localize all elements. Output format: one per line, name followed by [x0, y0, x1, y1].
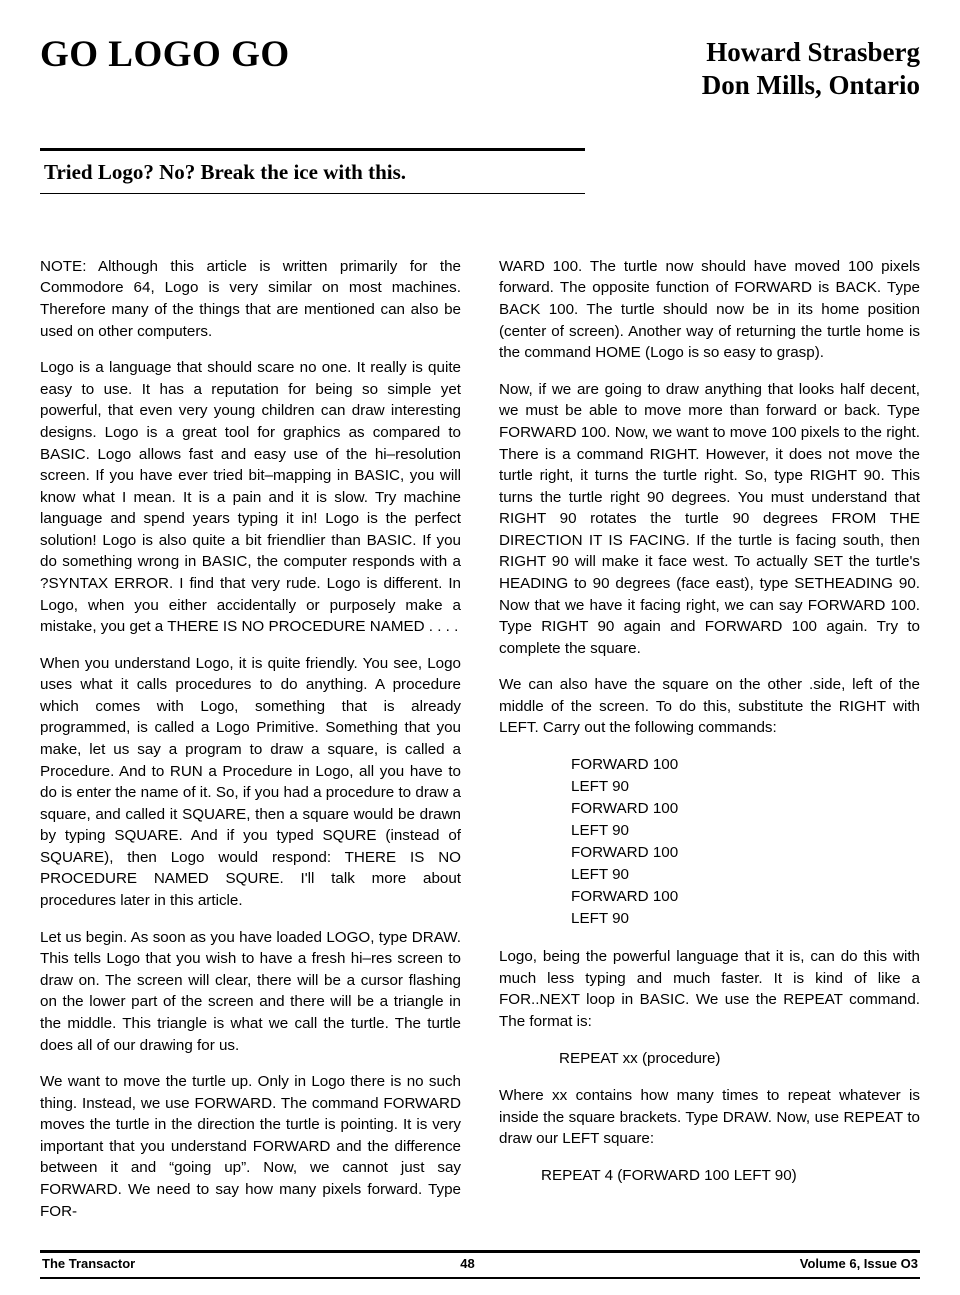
article-subtitle: Tried Logo? No? Break the ice with this. [44, 159, 407, 184]
footer-issue: Volume 6, Issue O3 [799, 1256, 918, 1271]
paragraph: We can also have the square on the other .side, left of the middle of the screen. To do this, substitute the RIGHT with LEFT. Carry out the following commands: [499, 676, 920, 737]
paragraph: We want to move the turtle up. Only in Logo there is no such thing. Instead, we use FORWARD. The command FORWARD moves the turtle in the direction the turtle is pointing. It is very important that you understand FORWARD and the difference between it and “going up”. Now, we cannot just say FORWARD. We need to say how many pixels forward. Type FOR- [40, 1073, 461, 1220]
paragraph: Let us begin. As soon as you have loaded LOGO, type DRAW. This tells Logo that you wish to have a fresh hi–res screen to draw on. The screen will clear, there will be a cursor flashing on the lower part of the screen and there will be a triangle in the middle. This triangle is what we call the turtle. The turtle does all of our drawing for us. [40, 928, 461, 1054]
author-location: Don Mills, Ontario [701, 69, 920, 100]
code-repeat-example: REPEAT 4 (FORWARD 100 LEFT 90) [541, 1166, 797, 1184]
code-listing-square [499, 754, 920, 930]
footer-publication: The Transactor [42, 1256, 136, 1271]
code-repeat-format: REPEAT xx (procedure) [559, 1049, 721, 1067]
code-line: FORWARD 100 [571, 800, 679, 818]
code-line: FORWARD 100 [571, 756, 679, 774]
paragraph: When you understand Logo, it is quite friendly. You see, Logo uses what it calls procedures to do anything. A procedure which comes with Logo, something that is already programmed, is called a Logo Primitive. Something that you make, let us say a program to draw a square, is called a Procedure. And to RUN a Procedure in Logo, all you have to do is enter the name of it. So, if you had a procedure to draw a square, and called it SQUARE, then a square would be drawn by typing SQUARE. And if you typed SQURE (instead of SQUARE), then Logo would respond: THERE IS NO PROCEDURE NAMED SQURE. I'll talk more about procedures later in this article. [40, 654, 461, 910]
page-title: GO LOGO GO [40, 34, 290, 75]
paragraph: Logo, being the powerful language that it is, can do this with much less typing and much faster. It is kind of like a FOR..NEXT loop in BASIC. We use the REPEAT command. The format is: [499, 948, 920, 1030]
footer-rule-bottom [40, 1277, 920, 1279]
code-line: LEFT 90 [571, 866, 629, 884]
footer-page-number: 48 [460, 1256, 475, 1271]
left-column [40, 256, 461, 1237]
code-line: FORWARD 100 [571, 888, 679, 906]
footer-row [40, 1253, 920, 1275]
code-line: LEFT 90 [571, 910, 629, 928]
masthead [40, 28, 920, 102]
code-line: FORWARD 100 [571, 844, 679, 862]
code-line: LEFT 90 [571, 778, 629, 796]
subtitle-block [40, 148, 585, 194]
subtitle-rule-bottom [40, 193, 585, 194]
page-footer [40, 1250, 920, 1279]
paragraph: NOTE: Although this article is written primarily for the Commodore 64, Logo is very similar on most machines. Therefore many of the things that are mentioned can also be used on other computers. [40, 257, 461, 340]
right-column [499, 256, 920, 1237]
paragraph: WARD 100. The turtle now should have moved 100 pixels forward. The opposite function of FORWARD is BACK. Type BACK 100. The turtle should now be in its home position (center of screen). Another way of returning the turtle home is the command HOME (Logo is so easy to grasp). [499, 257, 920, 362]
paragraph: Where xx contains how many times to repeat whatever is inside the square brackets. Type DRAW. Now, use REPEAT to draw our LEFT square: [499, 1087, 920, 1148]
byline [702, 36, 920, 102]
code-line: LEFT 90 [571, 822, 629, 840]
paragraph: Logo is a language that should scare no one. It really is quite easy to use. It has a reputation for being so simple yet powerful, that even very young children can draw interesting designs. Logo is a great tool for graphics as compared to BASIC. Logo allows fast and easy use of the hi–resolution screen. If you have ever tried bit–mapping in BASIC, you will know what I mean. It is a pain and it is slow. Try machine language and spend years typing it in! Logo is the perfect solution! Logo is also quite a bit friendlier than BASIC. If you do something wrong in BASIC, the computer responds with a ?SYNTAX ERROR. I find that very rude. Logo is different. In Logo, when you either accidentally or purposely make a mistake, you get a THERE IS NO PROCEDURE NAMED . . . . [40, 359, 461, 636]
paragraph: Now, if we are going to draw anything that looks half decent, we must be able to move more than forward or back. Type FORWARD 100. Now, we want to move 100 pixels to the right. There is a command RIGHT. However, it does not move the turtle right, it turns the turtle right. So, type RIGHT 90. This turns the turtle right 90 degrees. You must understand that RIGHT 90 rotates the turtle 90 degrees FROM THE DIRECTION IT IS FACING. If the turtle is facing south, then RIGHT 90 will make it face west. To actually SET the turtle's HEADING to 90 degrees (face east), type SETHEADING 90. Now that we have it facing right, we can say FORWARD 100. Type RIGHT 90 again and FORWARD 100 again. Try to complete the square. [499, 380, 920, 657]
article-body [40, 256, 920, 1237]
author-name: Howard Strasberg [706, 37, 920, 67]
